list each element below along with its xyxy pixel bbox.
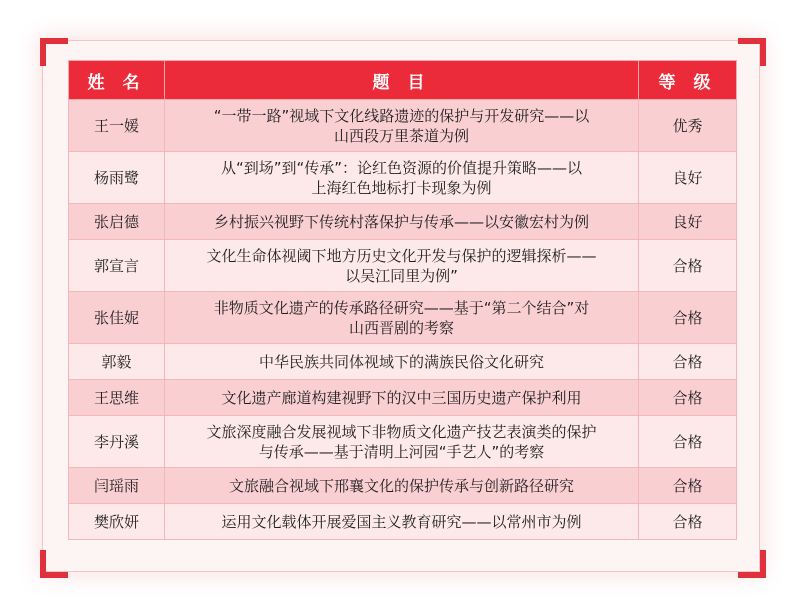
results-table	[68, 60, 737, 540]
row-name: 张佳妮	[69, 292, 165, 344]
row-grade: 合格	[639, 240, 737, 292]
corner-ornament-bottom-left	[40, 550, 68, 578]
row-grade: 合格	[639, 344, 737, 380]
corner-ornament-top-right	[738, 38, 766, 66]
table-row	[69, 380, 737, 416]
row-grade: 良好	[639, 152, 737, 204]
row-title	[165, 416, 639, 468]
row-name: 郭毅	[69, 344, 165, 380]
row-title-line: 文旅深度融合发展视域下非物质文化遗产技艺表演类的保护	[206, 422, 597, 441]
row-grade: 良好	[639, 204, 737, 240]
row-title-line: 文化遗产廊道构建视野下的汉中三国历史遗产保护利用	[221, 388, 582, 407]
row-name: 闫瑶雨	[69, 468, 165, 504]
row-grade: 合格	[639, 292, 737, 344]
row-title	[165, 344, 639, 380]
row-title-line: 乡村振兴视野下传统村落保护与传承——以安徽宏村为例	[213, 212, 589, 231]
row-title-line: 山西段万里茶道为例	[333, 126, 469, 145]
row-title	[165, 468, 639, 504]
row-title-line: 中华民族共同体视域下的满族民俗文化研究	[258, 352, 544, 371]
row-name: 张启德	[69, 204, 165, 240]
table-row	[69, 292, 737, 344]
table-header-row	[69, 61, 737, 100]
row-title	[165, 100, 639, 152]
row-name: 李丹溪	[69, 416, 165, 468]
row-name: 樊欣妍	[69, 504, 165, 540]
row-grade: 优秀	[639, 100, 737, 152]
corner-ornament-bottom-right	[738, 550, 766, 578]
table-row	[69, 240, 737, 292]
row-grade: 合格	[639, 380, 737, 416]
row-title-line: 运用文化载体开展爱国主义教育研究——以常州市为例	[221, 512, 582, 531]
row-title	[165, 292, 639, 344]
row-title-line: “一带一路”视域下文化线路遗迹的保护与开发研究——以	[213, 106, 590, 125]
row-title-line: 文旅融合视域下邢襄文化的保护传承与创新路径研究	[228, 476, 574, 495]
row-title	[165, 204, 639, 240]
row-name: 王一媛	[69, 100, 165, 152]
header-grade: 等 级	[639, 61, 737, 100]
header-title: 题 目	[165, 61, 639, 100]
corner-ornament-top-left	[40, 38, 68, 66]
row-title-line: 山西晋剧的考察	[348, 318, 454, 337]
table-row	[69, 504, 737, 540]
row-title	[165, 240, 639, 292]
table-row	[69, 468, 737, 504]
row-title-line: 从“到场”到“传承”：论红色资源的价值提升策略——以	[220, 158, 583, 177]
row-name: 杨雨鹭	[69, 152, 165, 204]
row-title-line: 文化生命体视阈下地方历史文化开发与保护的逻辑探析——	[206, 246, 597, 265]
table-row	[69, 344, 737, 380]
row-title-line: 上海红色地标打卡现象为例	[311, 178, 492, 197]
table-body	[69, 100, 737, 540]
row-title	[165, 504, 639, 540]
row-name: 王思维	[69, 380, 165, 416]
row-name: 郭宣言	[69, 240, 165, 292]
row-grade: 合格	[639, 416, 737, 468]
row-title	[165, 152, 639, 204]
table-row	[69, 416, 737, 468]
table-row	[69, 152, 737, 204]
row-title-line: 非物质文化遗产的传承路径研究——基于“第二个结合”对	[213, 298, 590, 317]
table-row	[69, 204, 737, 240]
row-grade: 合格	[639, 504, 737, 540]
table-row	[69, 100, 737, 152]
row-grade: 合格	[639, 468, 737, 504]
header-name: 姓 名	[69, 61, 165, 100]
row-title-line: 以吴江同里为例”	[345, 266, 458, 285]
row-title	[165, 380, 639, 416]
row-title-line: 与传承——基于清明上河园“手艺人”的考察	[258, 442, 545, 461]
